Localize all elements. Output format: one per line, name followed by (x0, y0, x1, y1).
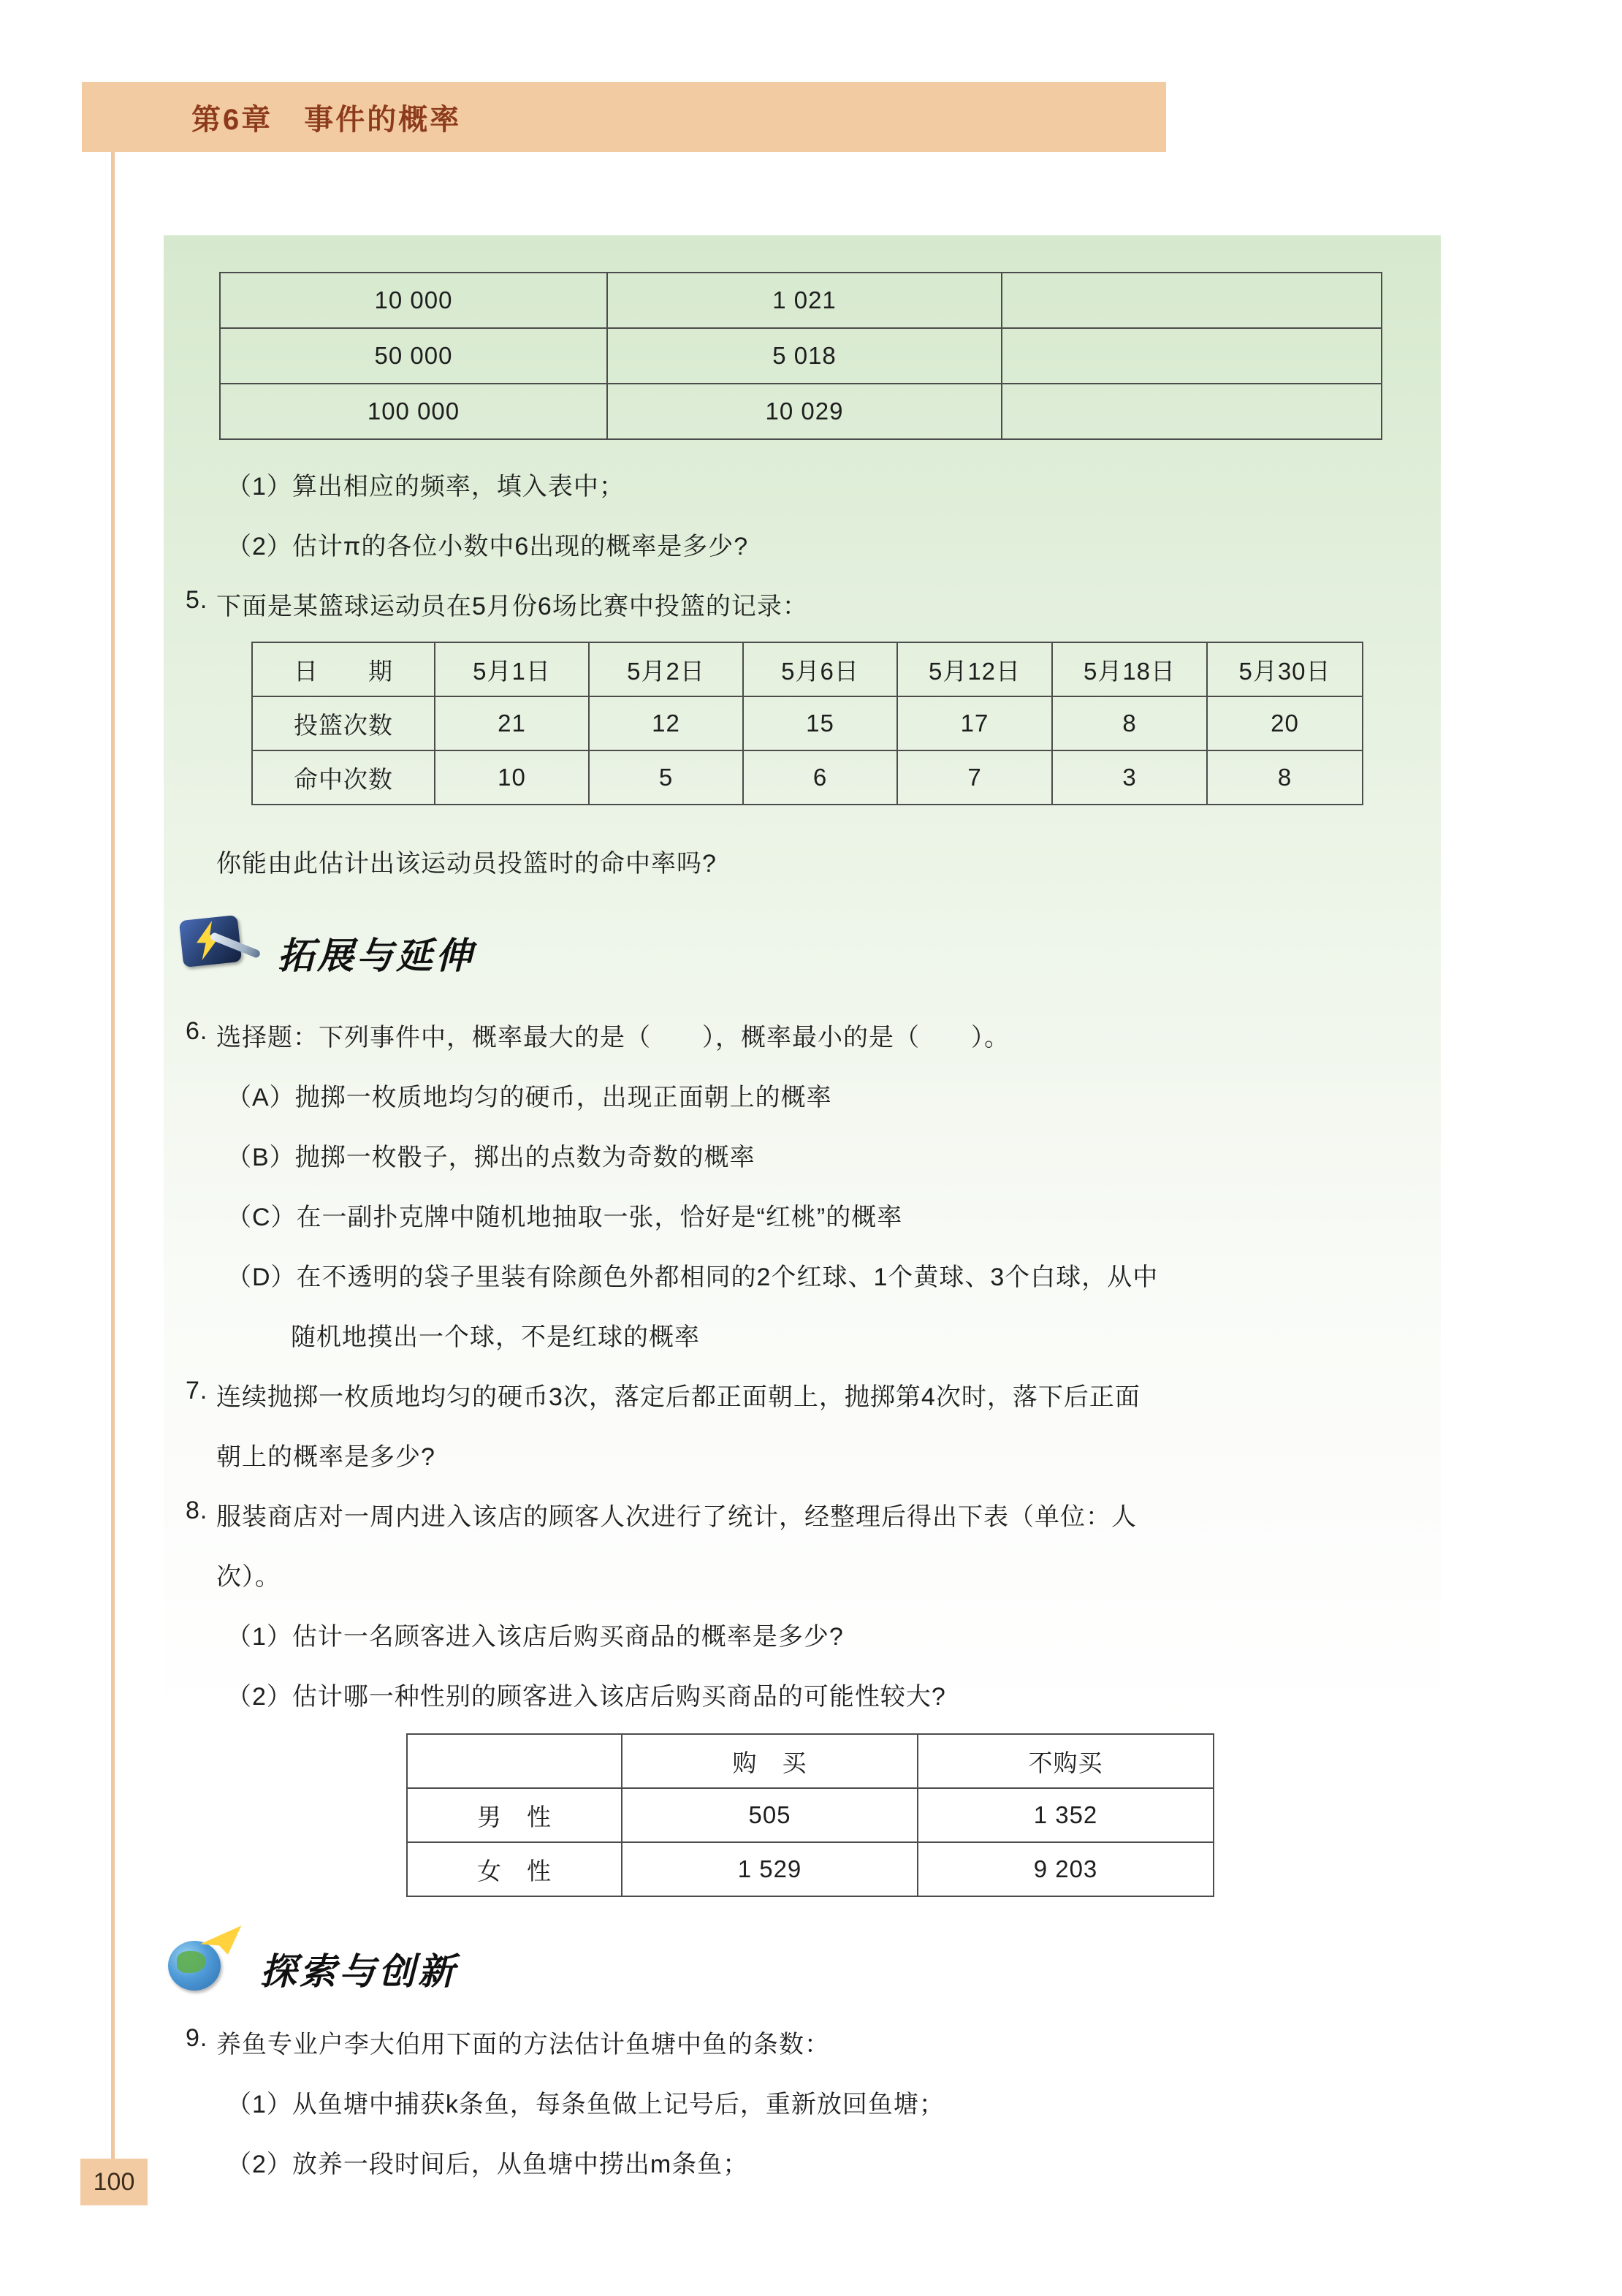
shots-label-cell: 投篮次数 (252, 696, 435, 750)
date-cell: 5月12日 (897, 642, 1052, 696)
occurrence-count-cell: 5 018 (607, 328, 1002, 384)
buy-header-cell: 购 买 (622, 1734, 918, 1788)
chapter-header-bar (82, 82, 1166, 152)
table-row (252, 696, 1363, 750)
date-cell: 5月1日 (435, 642, 589, 696)
male-label-cell: 男 性 (407, 1788, 622, 1842)
globe-paper-plane-icon (162, 1926, 250, 1996)
nobuy-header-cell: 不购买 (918, 1734, 1214, 1788)
hits-cell: 7 (897, 750, 1052, 805)
q4-item1: （1）算出相应的频率，填入表中； (226, 473, 625, 501)
trial-count-cell: 50 000 (220, 328, 607, 384)
q6-option-d-line1: （D）在不透明的袋子里装有除颜色外都相同的2个红球、1个黄球、3个白球，从中 (226, 1263, 1159, 1291)
shots-cell: 8 (1052, 696, 1207, 750)
shots-cell: 17 (897, 696, 1052, 750)
chapter-title: 第6章 事件的概率 (191, 103, 462, 136)
occurrence-count-cell: 1 021 (607, 273, 1002, 328)
table-row (220, 273, 1382, 328)
hits-label-cell: 命中次数 (252, 750, 435, 805)
q6-option-c: （C）在一副扑克牌中随机地抽取一张，恰好是“红桃”的概率 (226, 1204, 903, 1231)
q8-stem (186, 1497, 1137, 1532)
q6-option-d-line2: 随机地摸出一个球，不是红球的概率 (291, 1323, 700, 1351)
occurrence-count-cell: 10 029 (607, 384, 1002, 439)
customer-purchase-table (406, 1733, 1214, 1897)
q9-item1: （1）从鱼塘中捕获k条鱼，每条鱼做上记号后，重新放回鱼塘； (226, 2091, 945, 2118)
date-cell: 5月6日 (743, 642, 897, 696)
date-cell: 5月30日 (1207, 642, 1363, 696)
table-row (252, 642, 1363, 696)
shots-cell: 21 (435, 696, 589, 750)
table-row (407, 1734, 1214, 1788)
q7-stem (186, 1377, 1141, 1413)
female-nobuy-cell: 9 203 (918, 1842, 1214, 1896)
q5-question: 你能由此估计出该运动员投篮时的命中率吗? (216, 850, 717, 878)
q8-line1: 服装商店对一周内进入该店的顾客人次进行了统计，经整理后得出下表（单位：人 (216, 1503, 1137, 1531)
q9-stem (186, 2024, 830, 2060)
q6-text: 选择题：下列事件中，概率最大的是（ ），概率最小的是（ ）。 (216, 1024, 1010, 1052)
q9-number: 9. (186, 2024, 208, 2052)
q8-item1: （1）估计一名顾客进入该店后购买商品的概率是多少? (226, 1623, 844, 1651)
female-label-cell: 女 性 (407, 1842, 622, 1896)
q4-item2: （2）估计π的各位小数中6出现的概率是多少? (226, 533, 749, 560)
pi-frequency-table (219, 272, 1382, 440)
left-margin-rule (111, 152, 115, 2205)
hits-cell: 3 (1052, 750, 1207, 805)
male-buy-cell: 505 (622, 1788, 918, 1842)
section-title-extend: 拓展与延伸 (278, 934, 475, 977)
hits-cell: 6 (743, 750, 897, 805)
q9-item2: （2）放养一段时间后，从鱼塘中捞出m条鱼； (226, 2151, 749, 2178)
date-header-cell: 日 期 (252, 642, 435, 696)
lightning-notebook-icon (178, 912, 266, 978)
shots-cell: 20 (1207, 696, 1363, 750)
trial-count-cell: 100 000 (220, 384, 607, 439)
q8-line2: 次）。 (216, 1563, 281, 1591)
table-row (407, 1842, 1214, 1896)
male-nobuy-cell: 1 352 (918, 1788, 1214, 1842)
shots-cell: 15 (743, 696, 897, 750)
q8-number: 8. (186, 1497, 208, 1524)
q6-stem (186, 1017, 1010, 1053)
q5-text: 下面是某篮球运动员在5月份6场比赛中投篮的记录： (216, 593, 808, 620)
q7-line1: 连续抛掷一枚质地均匀的硬币3次，落定后都正面朝上，抛掷第4次时，落下后正面 (216, 1383, 1141, 1411)
frequency-cell (1002, 384, 1382, 439)
corner-cell (407, 1734, 622, 1788)
trial-count-cell: 10 000 (220, 273, 607, 328)
female-buy-cell: 1 529 (622, 1842, 918, 1896)
table-row (252, 750, 1363, 805)
date-cell: 5月2日 (589, 642, 743, 696)
q7-line2: 朝上的概率是多少? (216, 1443, 435, 1471)
hits-cell: 5 (589, 750, 743, 805)
shots-cell: 12 (589, 696, 743, 750)
q5-number: 5. (186, 586, 208, 614)
page-number: 100 (80, 2159, 148, 2205)
hits-cell: 8 (1207, 750, 1363, 805)
q6-option-b: （B）抛掷一枚骰子，掷出的点数为奇数的概率 (226, 1144, 755, 1171)
frequency-cell (1002, 328, 1382, 384)
q6-number: 6. (186, 1017, 208, 1045)
table-row (407, 1788, 1214, 1842)
q8-item2: （2）估计哪一种性别的顾客进入该店后购买商品的可能性较大? (226, 1683, 946, 1711)
hits-cell: 10 (435, 750, 589, 805)
q6-option-a: （A）抛掷一枚质地均匀的硬币，出现正面朝上的概率 (226, 1084, 832, 1111)
basketball-record-table (251, 642, 1363, 805)
date-cell: 5月18日 (1052, 642, 1207, 696)
table-row (220, 384, 1382, 439)
q7-number: 7. (186, 1377, 208, 1404)
section-title-explore: 探索与创新 (260, 1950, 457, 1993)
q9-text: 养鱼专业户李大伯用下面的方法估计鱼塘中鱼的条数： (216, 2031, 830, 2059)
q5-stem (186, 586, 808, 622)
table-row (220, 328, 1382, 384)
frequency-cell (1002, 273, 1382, 328)
